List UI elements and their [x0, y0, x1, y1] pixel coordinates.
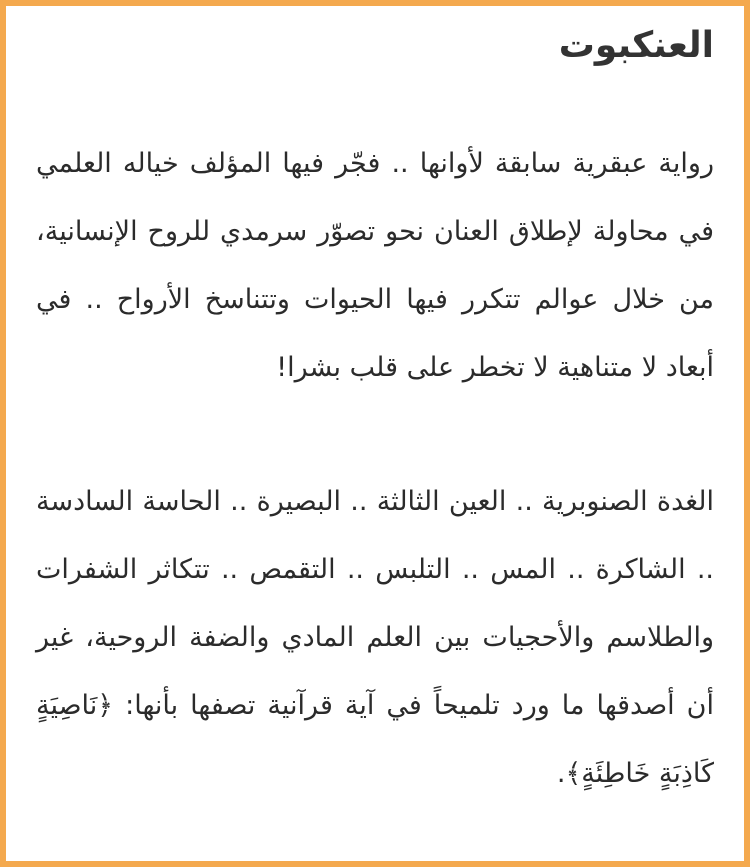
description-paragraph-1: رواية عبقرية سابقة لأوانها .. فجّر فيها المؤلف خياله العلمي في محاولة لإطلاق العنان نحو تصوّر سرمدي للروح الإنسانية، من خلال عوالم تتكرر فيها الحيوات وتتناسخ الأرواح .. في أبعاد لا متناهية لا تخطر على قلب بشرا! — [36, 148, 714, 383]
description-paragraph-2: الغدة الصنوبرية .. العين الثالثة .. البصيرة .. الحاسة السادسة .. الشاكرة .. المس .. التلبس .. التقمص .. تتكاثر الشفرات والطلاسم والأحجيات بين العلم المادي والضفة الروحية، غير أن أصدقها ما ورد تلميحاً في آية قرآنية تصفها بأنها: ﴿نَاصِيَةٍ كَاذِبَةٍ خَاطِئَةٍ﴾. — [36, 486, 714, 789]
book-title: العنكبوت — [558, 25, 714, 66]
